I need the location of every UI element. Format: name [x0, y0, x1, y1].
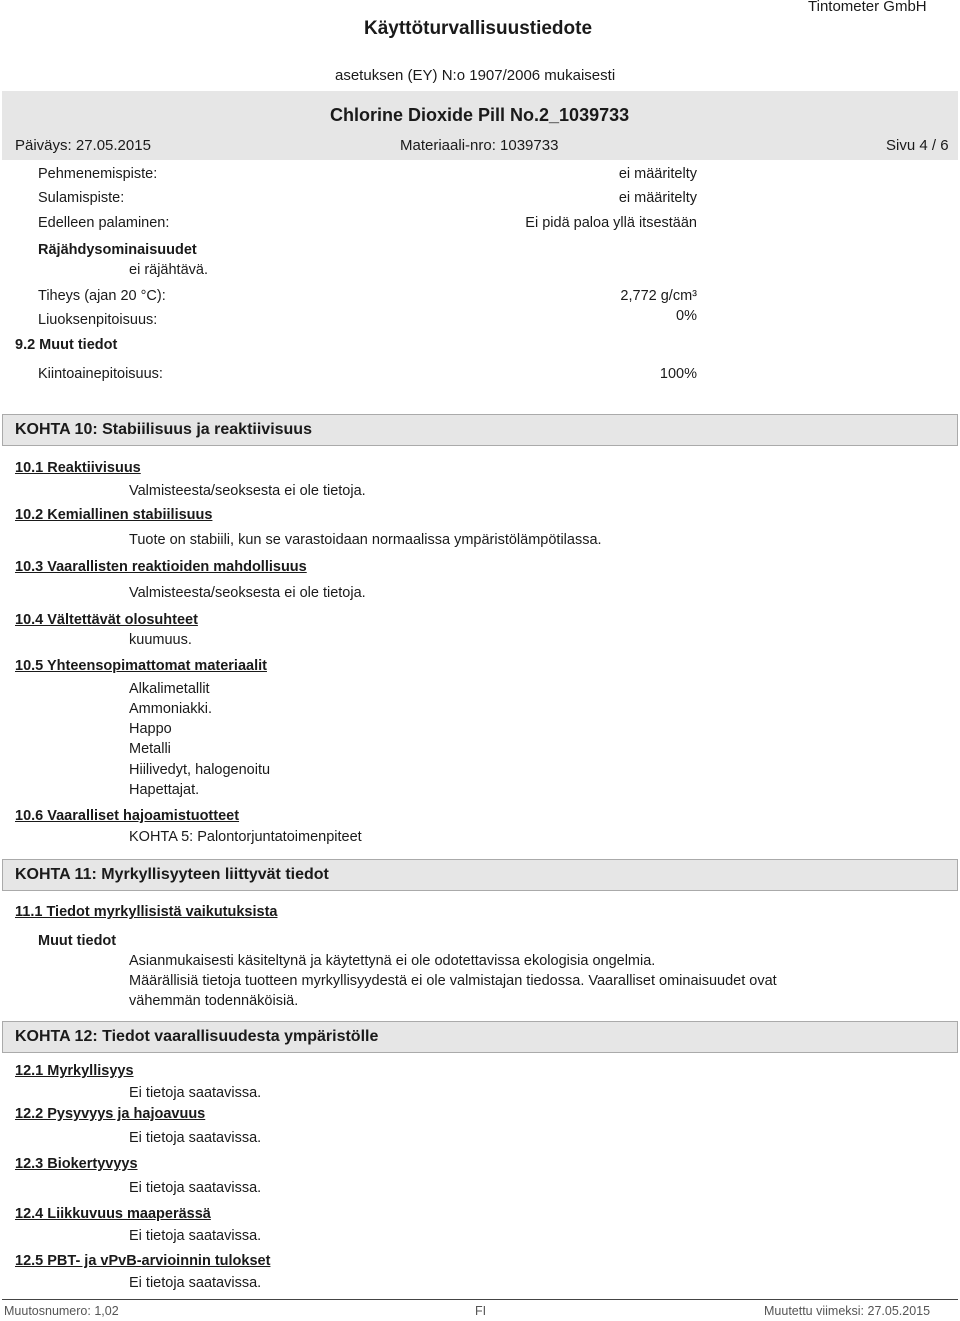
toxicology-text-line: vähemmän todennäköisiä.	[129, 993, 299, 1009]
subsection-12-1-heading: 12.1 Myrkyllisyys	[15, 1063, 134, 1079]
revision-number: Muutosnumero: 1,02	[4, 1304, 119, 1318]
sustained-combustion-value: Ei pidä paloa yllä itsestään	[525, 215, 697, 231]
subsection-10-1-heading: 10.1 Reaktiivisuus	[15, 460, 141, 476]
incompatible-material-item: Hapettajat.	[129, 782, 200, 798]
section-10-title: KOHTA 10: Stabiilisuus ja reaktiivisuus	[15, 421, 312, 438]
incompatible-material-item: Ammoniakki.	[129, 701, 212, 717]
section-12-header	[2, 1021, 958, 1053]
last-modified: Muutettu viimeksi: 27.05.2015	[764, 1304, 931, 1318]
section-11-header	[2, 859, 958, 891]
explosive-properties-heading: Räjähdysominaisuudet	[38, 242, 197, 258]
melting-point-value: ei määritelty	[618, 190, 697, 206]
subsection-12-3-text: Ei tietoja saatavissa.	[129, 1180, 262, 1196]
solvent-content-label: Liuoksenpitoisuus:	[38, 312, 158, 328]
subsection-10-3-text: Valmisteesta/seoksesta ei ole tietoja.	[129, 585, 366, 601]
softening-point-label: Pehmenemispiste:	[38, 166, 158, 182]
section-11-title: KOHTA 11: Myrkyllisyyteen liittyvät tiedot	[15, 866, 329, 883]
density-value: 2,772 g/cm³	[620, 288, 697, 304]
subsection-11-1-heading: 11.1 Tiedot myrkyllisistä vaikutuksista	[15, 904, 278, 920]
melting-point-label: Sulamispiste:	[38, 190, 125, 206]
density-label: Tiheys (ajan 20 °C):	[38, 288, 166, 304]
other-information-heading: 9.2 Muut tiedot	[15, 337, 118, 353]
incompatible-material-item: Hiilivedyt, halogenoitu	[129, 762, 271, 778]
document-date: Päiväys: 27.05.2015	[15, 137, 151, 154]
sustained-combustion-label: Edelleen palaminen:	[38, 215, 170, 231]
subsection-10-4-text: kuumuus.	[129, 632, 192, 648]
language-code: FI	[475, 1304, 487, 1318]
material-number: Materiaali-nro: 1039733	[400, 137, 559, 154]
subsection-12-3-heading: 12.3 Biokertyvyys	[15, 1156, 138, 1172]
section-10-header	[2, 414, 958, 446]
toxicology-text-line: Määrällisiä tietoja tuotteen myrkyllisyydestä ei ole valmistajan tiedossa. Vaaralliset ominaisuudet ovat	[129, 973, 777, 989]
solids-content-label: Kiintoainepitoisuus:	[38, 366, 163, 382]
softening-point-value: ei määritelty	[618, 166, 697, 182]
subsection-12-5-heading: 12.5 PBT- ja vPvB-arvioinnin tulokset	[15, 1253, 271, 1269]
subsection-12-1-text: Ei tietoja saatavissa.	[129, 1085, 262, 1101]
other-information-label: Muut tiedot	[38, 933, 117, 949]
regulation-reference: asetuksen (EY) N:o 1907/2006 mukaisesti	[335, 67, 616, 84]
subsection-10-6-heading: 10.6 Vaaralliset hajoamistuotteet	[15, 808, 240, 824]
subsection-10-2-text: Tuote on stabiili, kun se varastoidaan normaalissa ympäristölämpötilassa.	[129, 532, 602, 548]
product-name: Chlorine Dioxide Pill No.2_1039733	[330, 105, 630, 125]
solids-content-value: 100%	[659, 366, 697, 382]
subsection-12-4-text: Ei tietoja saatavissa.	[129, 1228, 262, 1244]
document-title: Käyttöturvallisuustiedote	[364, 18, 593, 39]
footer-divider	[2, 1299, 958, 1300]
subsection-10-3-heading: 10.3 Vaarallisten reaktioiden mahdollisuus	[15, 559, 307, 575]
toxicology-text-line: Asianmukaisesti käsiteltynä ja käytettynä ei ole odotettavissa ekologisia ongelmia.	[129, 953, 656, 969]
incompatible-material-item: Metalli	[129, 741, 171, 757]
subsection-10-4-heading: 10.4 Vältettävät olosuhteet	[15, 612, 198, 628]
incompatible-material-item: Happo	[129, 721, 172, 737]
subsection-10-1-text: Valmisteesta/seoksesta ei ole tietoja.	[129, 483, 366, 499]
subsection-12-2-heading: 12.2 Pysyvyys ja hajoavuus	[15, 1106, 206, 1122]
page-number: Sivu 4 / 6	[886, 137, 949, 154]
subsection-12-4-heading: 12.4 Liikkuvuus maaperässä	[15, 1206, 211, 1222]
subsection-10-5-heading: 10.5 Yhteensopimattomat materiaalit	[15, 658, 267, 674]
explosive-properties-value: ei räjähtävä.	[129, 262, 208, 278]
subsection-12-5-text: Ei tietoja saatavissa.	[129, 1275, 262, 1291]
subsection-10-6-text: KOHTA 5: Palontorjuntatoimenpiteet	[129, 829, 362, 845]
section-12-title: KOHTA 12: Tiedot vaarallisuudesta ympäristölle	[15, 1028, 379, 1045]
subsection-10-2-heading: 10.2 Kemiallinen stabiilisuus	[15, 507, 213, 523]
subsection-12-2-text: Ei tietoja saatavissa.	[129, 1130, 262, 1146]
company-name: Tintometer GmbH	[808, 0, 927, 15]
incompatible-material-item: Alkalimetallit	[129, 681, 210, 697]
solvent-content-value: 0%	[676, 308, 697, 324]
